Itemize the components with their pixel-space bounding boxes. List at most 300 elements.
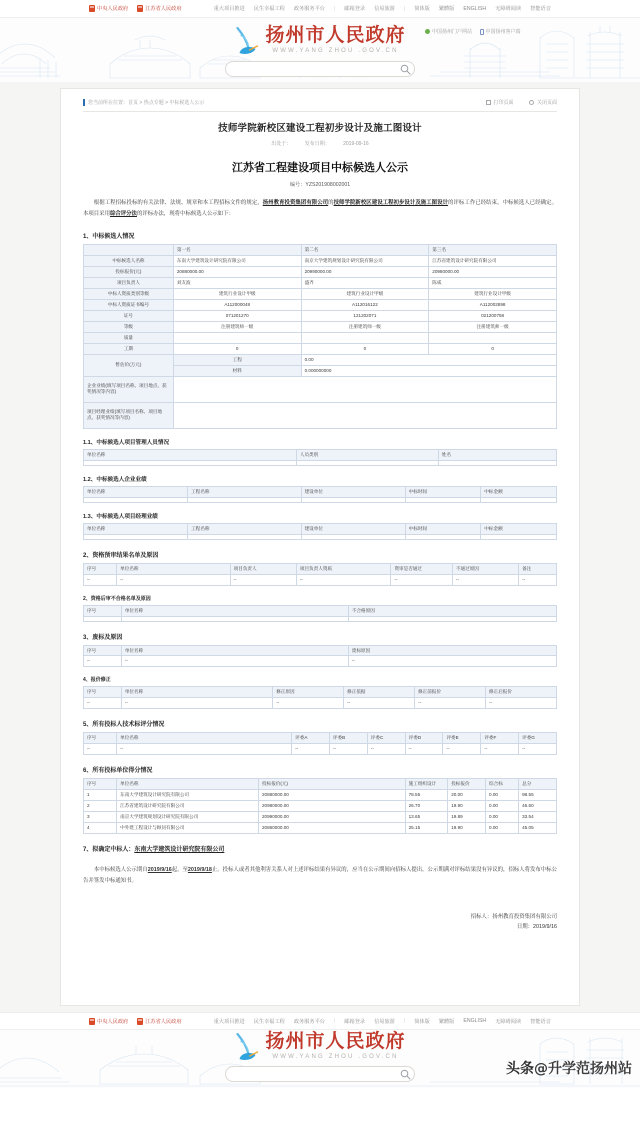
footer-link-central-gov[interactable] — [89, 1018, 128, 1025]
table-cell: -- — [367, 744, 405, 755]
table-row — [84, 698, 557, 709]
document-title: 技师学院新校区建设工程初步设计及施工图设计 — [218, 123, 422, 134]
nav-separator-2: | — [403, 5, 406, 12]
score-row-total: 46.60 — [519, 801, 557, 812]
doc-source-label: 出处于： — [271, 141, 292, 147]
table-row — [84, 332, 557, 343]
table-cell: -- — [443, 744, 481, 755]
intro-paragraph — [83, 198, 557, 219]
app-link-mobile-label: 中国扬州客户端 — [485, 29, 521, 35]
table-cell: -- — [519, 574, 557, 585]
score-row-index: 3 — [84, 812, 117, 823]
column-header: 序号 — [84, 733, 117, 744]
table-cell — [84, 460, 297, 465]
footer-banner — [0, 1030, 640, 1088]
signoff-date-value: 2019/9/16 — [533, 924, 557, 931]
column-header: 评委E — [443, 733, 481, 744]
table-cell: 021200758 — [429, 310, 557, 321]
closing-p2: 起，至 — [171, 867, 188, 874]
all-bidders-scores-table — [83, 778, 557, 834]
article-container — [60, 88, 580, 1006]
intro-p4: 的评标办法，现将中标候选人公示如下： — [136, 210, 234, 217]
footer-link-mail-login[interactable]: 邮箱登录 — [344, 1018, 366, 1025]
table-cell — [481, 534, 557, 539]
section-1-2-title: 1.2、中标候选人企业业绩 — [83, 476, 147, 483]
app-link-portal-label: 中国扬州门户网站 — [432, 29, 473, 35]
watermark — [506, 1058, 632, 1078]
nav-link-livelihood[interactable]: 民生幸福工程 — [253, 6, 285, 12]
table-cell — [405, 497, 481, 502]
table-row — [84, 256, 557, 267]
section-1-title: 1、中标候选人情况 — [83, 234, 135, 241]
row-label: 企业业绩(填写项目名称、项目地点、获奖情况等内容) — [84, 376, 174, 402]
table-cell — [84, 497, 188, 502]
breadcrumb — [83, 99, 204, 106]
intro-b3: 综合评分法 — [109, 210, 137, 217]
column-header: 修正后报价 — [486, 687, 557, 698]
column-header: 不合格原因 — [348, 605, 556, 616]
enterprise-header-row — [84, 486, 557, 497]
table-cell — [438, 460, 556, 465]
signoff-date-label: 日期： — [516, 924, 534, 931]
table-cell: -- — [117, 574, 231, 585]
table-row — [84, 310, 557, 321]
page-content-area — [0, 82, 640, 1012]
footer-site-title: 扬州市人民政府 — [265, 1030, 406, 1052]
void-bids-table — [83, 645, 557, 668]
closing-date-start: 2019/9/16 — [147, 867, 172, 874]
closing-p1: 本中标候选人公示期自 — [93, 867, 148, 874]
column-header: 中标金额 — [481, 523, 557, 534]
score-row-index: 1 — [84, 790, 117, 801]
technical-scores-table — [83, 732, 557, 755]
phone-icon — [480, 29, 484, 35]
column-header: 序号 — [84, 645, 122, 656]
column-header: 备注 — [519, 563, 557, 574]
footer-brand[interactable] — [234, 1032, 405, 1062]
section-2-title: 2、资格预审结果名单及原因 — [83, 552, 159, 559]
intro-p2: 的 — [328, 200, 334, 206]
print-page-button[interactable] — [486, 99, 514, 106]
table-row — [84, 823, 557, 834]
document-meta — [83, 140, 557, 147]
print-icon — [486, 100, 491, 105]
flag-icon — [89, 1018, 95, 1025]
score-row-bid: 19.90 — [448, 801, 486, 812]
footer-link-simplified[interactable]: 简体版 — [414, 1018, 430, 1025]
flag-icon — [137, 1018, 143, 1025]
table-cell — [188, 497, 302, 502]
table-row — [84, 288, 557, 299]
score-row-design: 26.70 — [405, 801, 448, 812]
row-label: 项目负责人 — [84, 277, 174, 288]
table-row — [84, 277, 557, 288]
footer-link-jiangsu-gov-label: 江苏省人民政府 — [145, 1018, 182, 1025]
table-cell: 20980000.00 — [429, 267, 557, 278]
footer-separator: | — [333, 1018, 336, 1024]
row-label: 中标候选人名称 — [84, 256, 174, 267]
score-row-price: 20980000.00 — [259, 801, 406, 812]
score-row-company: 中外建工程设计与顾问有限公司 — [117, 823, 259, 834]
column-header: 项目负责人资质 — [296, 563, 391, 574]
table-cell: 0.000000000 — [301, 365, 556, 376]
table-cell — [296, 460, 438, 465]
footer-separator-2: | — [403, 1018, 406, 1024]
table-row — [84, 460, 557, 465]
footer-link-traditional[interactable]: 繁體版 — [438, 1018, 455, 1025]
table-cell: 20880000.00 — [173, 267, 301, 278]
header-search-bar[interactable] — [225, 61, 415, 77]
column-header — [84, 245, 174, 256]
column-header: 人员类别 — [296, 449, 438, 460]
column-header: 资审是否通过 — [391, 563, 452, 574]
table-row — [84, 497, 557, 502]
score-row-total: 98.55 — [519, 790, 557, 801]
column-header: 单位名称 — [121, 605, 348, 616]
column-header: 综合标 — [486, 779, 519, 790]
score-row-design: 25.15 — [405, 823, 448, 834]
score-row-price: 20880000.00 — [259, 790, 406, 801]
column-header: 投标报价(元) — [259, 779, 406, 790]
table-cell — [173, 332, 301, 343]
section-3-title: 3、废标及原因 — [83, 634, 123, 641]
column-header: 单位名称 — [121, 645, 348, 656]
table-cell: -- — [230, 574, 296, 585]
signer-name: 扬州教育投资集团有限公司 — [492, 914, 557, 921]
column-header: 修正依据 — [344, 687, 415, 698]
nav-link-accessibility[interactable]: 无障碍阅读 — [495, 6, 522, 12]
footer-link-accessibility[interactable]: 无障碍阅读 — [495, 1018, 522, 1025]
table-cell — [348, 616, 556, 621]
table-cell: -- — [344, 698, 415, 709]
table-cell: A112016122 — [301, 299, 429, 310]
table-cell: 建筑行业设计甲级 — [429, 288, 557, 299]
table-row — [84, 267, 557, 278]
table-cell: 建筑行业设计甲级 — [301, 288, 429, 299]
column-header: 施工组织设计 — [405, 779, 448, 790]
column-header: 单位名称 — [117, 779, 259, 790]
table-cell — [429, 332, 557, 343]
table-cell: 注册建筑师一级 — [301, 321, 429, 332]
score-row-company: 东南大学建筑设计研究院有限公司 — [117, 790, 259, 801]
column-header: 废标原因 — [348, 645, 556, 656]
table-cell: -- — [84, 698, 122, 709]
column-header: 评委B — [329, 733, 367, 744]
column-header: 工程名称 — [188, 486, 302, 497]
table-cell — [173, 402, 556, 428]
table-row — [84, 801, 557, 812]
score-row-index: 2 — [84, 801, 117, 812]
score-row-design: 78.55 — [405, 790, 448, 801]
candidates-table — [83, 244, 557, 429]
table-cell: 0 — [301, 343, 429, 354]
column-header: 单位名称 — [121, 687, 272, 698]
close-page-button[interactable] — [529, 99, 557, 106]
section-2b-title: 2、资格后审不合格名单及原因 — [83, 595, 151, 602]
intro-b1: 扬州教育投资集团有限公司 — [262, 200, 329, 206]
table-cell: 盛齐 — [301, 277, 429, 288]
watermark-handle: @升学范扬州站 — [534, 1061, 632, 1077]
print-page-label: 打印页面 — [493, 100, 514, 106]
column-header: 单位名称 — [84, 486, 188, 497]
section-7-label: 7、拟确定中标人： — [83, 847, 135, 854]
table-cell: -- — [84, 656, 122, 667]
void-header-row — [84, 645, 557, 656]
table-cell — [301, 497, 405, 502]
column-header: 单位名称 — [117, 733, 292, 744]
section-7-title — [83, 844, 557, 853]
score-row-company: 江苏省建筑设计研究院有限公司 — [117, 801, 259, 812]
table-cell: 陈威 — [429, 277, 557, 288]
column-header: 项目负责人 — [230, 563, 296, 574]
flag-icon — [89, 5, 95, 12]
column-header: 姓名 — [438, 449, 556, 460]
table-cell: -- — [348, 656, 556, 667]
breadcrumb-marker-icon — [83, 99, 85, 106]
score-row-comprehensive: 0.00 — [486, 801, 519, 812]
column-header: 总分 — [519, 779, 557, 790]
section-1-3-title: 1.3、中标候选人项目经理业绩 — [83, 513, 158, 520]
candidates-header-row — [84, 245, 557, 256]
table-cell: -- — [486, 698, 557, 709]
row-label: 工期 — [84, 343, 174, 354]
table-cell: 南京大学建筑规划设计研究院有限公司 — [301, 256, 429, 267]
nav-link-jiangsu-gov[interactable] — [137, 5, 181, 12]
nav-link-traditional[interactable]: 繁體版 — [438, 6, 455, 12]
nav-link-credit-travel[interactable]: 信易旅游 — [374, 6, 395, 12]
prequalification-table — [83, 563, 557, 586]
row-label: 暂估价(万元) — [84, 354, 174, 376]
table-row — [84, 534, 557, 539]
column-header: 评委D — [405, 733, 443, 744]
app-link-portal[interactable] — [425, 28, 472, 35]
price-correction-table — [83, 686, 557, 709]
footer-link-livelihood[interactable]: 民生幸福工程 — [253, 1018, 285, 1025]
site-header-banner — [0, 18, 640, 82]
footer-link-english[interactable]: ENGLISH — [463, 1018, 487, 1024]
search-icon[interactable] — [396, 64, 414, 75]
table-row — [84, 354, 557, 365]
score-row-comprehensive: 0.00 — [486, 790, 519, 801]
table-cell: -- — [519, 744, 557, 755]
column-header: 单位名称 — [84, 523, 188, 534]
table-row — [84, 402, 557, 428]
row-sublabel: 材料 — [173, 365, 301, 376]
table-cell: 注册建筑师一级 — [173, 321, 301, 332]
notice-number: 编号：YZS201908002001 — [289, 182, 351, 188]
column-header: 修正原因 — [273, 687, 344, 698]
footer-search-bar[interactable] — [225, 1066, 415, 1082]
footer-link-voice[interactable]: 智能语音 — [530, 1018, 551, 1025]
managers-header-row — [84, 449, 557, 460]
table-row — [84, 616, 557, 621]
table-cell: 注册建筑师一级 — [429, 321, 557, 332]
table-row — [84, 574, 557, 585]
table-cell: -- — [292, 744, 330, 755]
manager-performance-table — [83, 523, 557, 540]
column-header: 建设单位 — [301, 523, 405, 534]
column-header: 建设单位 — [301, 486, 405, 497]
watermark-brand: 头条 — [506, 1061, 534, 1077]
app-links — [425, 28, 521, 35]
intro-b2: 技师学院新校区建设工程初步设计及施工图设计 — [333, 200, 449, 206]
section-1-1-title: 1.1、中标候选人项目管理人员情况 — [83, 439, 170, 446]
table-cell — [84, 616, 122, 621]
table-cell — [188, 534, 302, 539]
table-cell: -- — [296, 574, 391, 585]
column-header: 投标报价 — [448, 779, 486, 790]
table-cell: -- — [273, 698, 344, 709]
table-cell: -- — [391, 574, 452, 585]
section-5-title: 5、所有投标人技术标评分情况 — [83, 722, 165, 729]
intro-p3: 的评标工作已经结束，中标候选人已经确定。本项目采用 — [83, 200, 557, 217]
column-header: 序号 — [84, 687, 122, 698]
column-header: 中标时间 — [405, 523, 481, 534]
app-link-mobile[interactable] — [480, 28, 521, 35]
nav-link-english[interactable]: ENGLISH — [463, 5, 487, 12]
row-label: 中标人资质证书编号 — [84, 299, 174, 310]
article-tools — [486, 99, 557, 106]
scores-header-row — [84, 779, 557, 790]
leaf-icon — [425, 29, 430, 34]
swan-logo-icon — [234, 26, 260, 56]
score-row-comprehensive: 0.00 — [486, 812, 519, 823]
table-cell — [173, 376, 556, 402]
table-cell: -- — [84, 744, 117, 755]
column-header: 评委C — [367, 733, 405, 744]
signoff-block — [83, 912, 557, 933]
signer-label: 招标人： — [470, 914, 493, 921]
signoff-line-2 — [83, 922, 557, 932]
column-header: 第二名 — [301, 245, 429, 256]
row-label: 投标报价(元) — [84, 267, 174, 278]
top-navigation-bar — [0, 0, 640, 18]
nav-link-major-projects[interactable]: 重大项目推进 — [213, 6, 245, 12]
nav-link-mail-login[interactable]: 邮箱登录 — [344, 6, 366, 12]
table-cell: -- — [405, 744, 443, 755]
nav-link-central-gov-label: 中央人民政府 — [97, 6, 129, 12]
search-icon[interactable] — [396, 1069, 414, 1080]
enterprise-performance-table — [83, 486, 557, 503]
table-cell: 江苏省建筑设计研究院有限公司 — [429, 256, 557, 267]
doc-date-label: 发布日期： — [304, 141, 330, 147]
table-cell — [405, 534, 481, 539]
footer-navigation-bar — [0, 1012, 640, 1030]
footer-search-input[interactable] — [226, 1070, 396, 1078]
column-header: 第三名 — [429, 245, 557, 256]
tech-score-header-row — [84, 733, 557, 744]
table-row — [84, 299, 557, 310]
closing-date-end: 2019/9/18 — [187, 867, 212, 874]
score-row-bid: 19.90 — [448, 823, 486, 834]
footer-link-service-platform[interactable]: 政务服务平台 — [293, 1018, 325, 1025]
column-header: 中标金额 — [481, 486, 557, 497]
row-label: 证号 — [84, 310, 174, 321]
nav-link-voice[interactable]: 智能语音 — [530, 6, 551, 12]
footer-link-major-projects[interactable]: 重大项目推进 — [213, 1018, 245, 1025]
nav-link-central-gov[interactable] — [89, 5, 128, 12]
column-header: 单位名称 — [117, 563, 231, 574]
brand-text — [265, 26, 405, 54]
nav-link-service-platform[interactable]: 政务服务平台 — [293, 6, 325, 12]
row-sublabel: 工程 — [173, 354, 301, 365]
column-header: 评委F — [481, 733, 519, 744]
column-header: 工程名称 — [188, 523, 302, 534]
signoff-line-1 — [83, 912, 557, 922]
table-cell: 071201270 — [173, 310, 301, 321]
breadcrumb-bar — [83, 99, 557, 112]
section-7-winner: 东南大学建筑设计研究院有限公司 — [134, 847, 225, 854]
project-managers-table — [83, 449, 557, 466]
postqual-header-row — [84, 605, 557, 616]
table-row — [84, 376, 557, 402]
table-row — [84, 656, 557, 667]
nav-link-simplified[interactable]: 简体版 — [414, 6, 430, 12]
table-cell: 刘友波 — [173, 277, 301, 288]
site-url: WWW.YANG ZHOU .GOV.CN — [272, 48, 399, 54]
column-header: 不通过原因 — [452, 563, 518, 574]
nav-separator: | — [333, 5, 336, 12]
score-row-index: 4 — [84, 823, 117, 834]
table-cell — [481, 497, 557, 502]
row-label: 等级 — [84, 321, 174, 332]
nav-link-jiangsu-gov-label: 江苏省人民政府 — [145, 6, 182, 12]
table-cell: 121202071 — [301, 310, 429, 321]
table-cell — [121, 616, 348, 621]
swan-logo-icon — [234, 1032, 260, 1062]
search-input[interactable] — [226, 65, 396, 73]
table-row — [84, 321, 557, 332]
table-cell — [301, 534, 405, 539]
column-header: 序号 — [84, 605, 122, 616]
manager-perf-header-row — [84, 523, 557, 534]
column-header: 中标时间 — [405, 486, 481, 497]
site-brand[interactable] — [234, 26, 405, 56]
table-cell: -- — [121, 656, 348, 667]
score-row-bid: 19.89 — [448, 812, 486, 823]
column-header: 评委G — [519, 733, 557, 744]
close-icon — [529, 100, 534, 105]
row-label: 项目经理业绩(填写项目名称、项目地点、获奖情况等内容) — [84, 402, 174, 428]
score-row-comprehensive: 0.00 — [486, 823, 519, 834]
column-header: 评委A — [292, 733, 330, 744]
table-cell — [84, 534, 188, 539]
score-row-design: 13.65 — [405, 812, 448, 823]
score-row-bid: 20.00 — [448, 790, 486, 801]
footer-link-jiangsu-gov[interactable] — [137, 1018, 181, 1025]
table-cell: -- — [481, 744, 519, 755]
table-cell: -- — [329, 744, 367, 755]
footer-brand-text — [265, 1032, 405, 1060]
table-cell: 东南大学建筑设计研究院有限公司 — [173, 256, 301, 267]
table-cell: A112000048 — [173, 299, 301, 310]
breadcrumb-text: 您当前所在位置：首页 > 热点专题 > 中标候选人公示 — [88, 100, 205, 106]
close-page-label: 关闭页面 — [536, 100, 557, 106]
footer-link-credit-travel[interactable]: 信易旅游 — [374, 1018, 395, 1025]
table-cell: 0 — [429, 343, 557, 354]
closing-paragraph — [83, 865, 557, 886]
column-header: 单位名称 — [84, 449, 297, 460]
notice-title: 江苏省工程建设项目中标候选人公示 — [232, 162, 408, 174]
table-cell: 0.00 — [301, 354, 556, 365]
table-row — [84, 744, 557, 755]
table-cell: -- — [84, 574, 117, 585]
score-row-total: 33.54 — [519, 812, 557, 823]
section-6-title: 6、所有投标单位得分情况 — [83, 768, 153, 775]
closing-p3: 止。投标人或者其他利害关系人对上述评标结果有异议的，应当在公示期间向招标人提出。公示期满对评标结果没有异议的，招标人将发布中标公告并签发中标通知书。 — [83, 867, 557, 884]
footer-site-url: WWW.YANG ZHOU .GOV.CN — [272, 1054, 399, 1060]
footer-link-central-gov-label: 中央人民政府 — [97, 1018, 129, 1025]
